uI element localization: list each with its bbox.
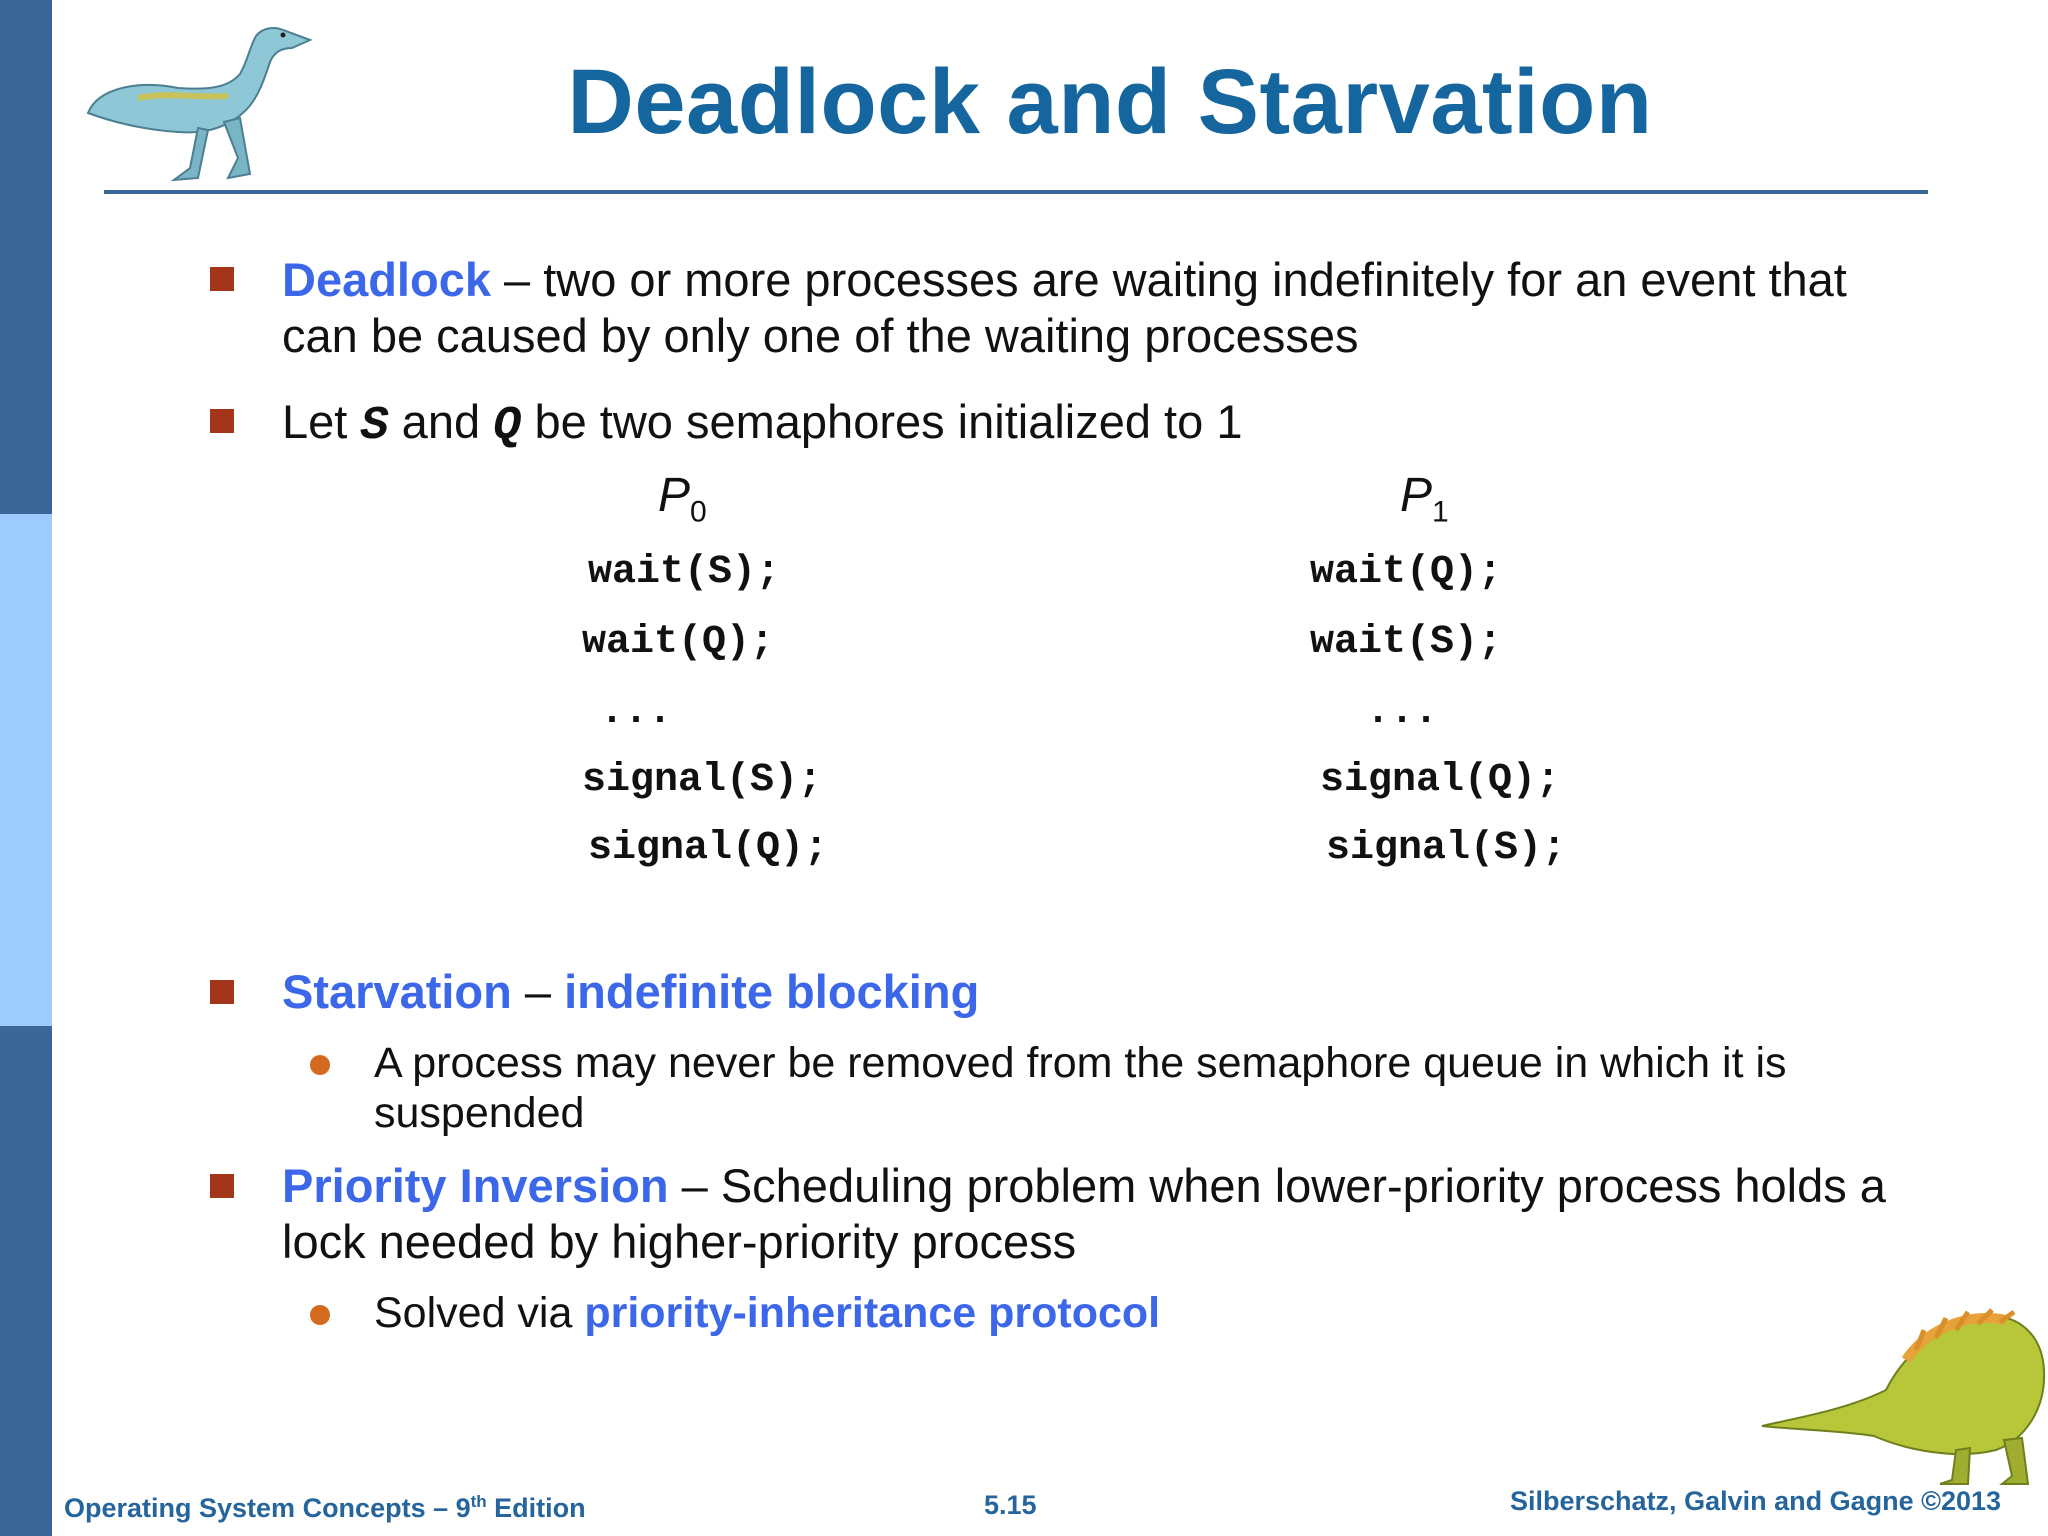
term-indefinite-blocking: indefinite blocking <box>564 965 980 1018</box>
sub-bullet-starvation <box>310 1040 1910 1140</box>
process-p1-label: $P_1$ <box>1400 469 1449 529</box>
title-divider <box>104 190 1928 194</box>
semaphores-suffix: be two semaphores initialized to 1 <box>521 395 1243 448</box>
term-deadlock: Deadlock <box>282 253 491 306</box>
bullet-deadlock-text <box>282 252 1910 364</box>
priority-sub-prefix: Solved via <box>374 1289 585 1337</box>
term-priority-inversion: Priority Inversion <box>282 1159 669 1212</box>
bullet-starvation-text <box>282 964 1910 1020</box>
semaphores-prefix: Let <box>282 395 361 448</box>
square-bullet-icon <box>210 267 234 291</box>
round-bullet-icon <box>310 1305 330 1325</box>
p1-line-3: ... <box>1366 690 1439 735</box>
p0-line-3: ... <box>600 690 673 735</box>
p0-line-5: signal(Q); <box>588 826 829 871</box>
p1-line-2: wait(S); <box>1310 620 1503 665</box>
p1-line-5: signal(S); <box>1326 826 1567 871</box>
bullet-semaphores-text <box>282 394 1910 455</box>
footer-slide-number: 5.15 <box>984 1490 1037 1520</box>
round-bullet-icon <box>310 1055 330 1075</box>
bullet-starvation <box>210 965 1910 1028</box>
starvation-dash: – <box>511 965 565 1018</box>
p1-line-4: signal(Q); <box>1320 758 1561 803</box>
sidebar-segment-middle <box>0 514 52 1026</box>
deadlock-definition: – two or more processes are waiting indefinitely for an event that can be caused by only one of the waiting processes <box>282 253 1847 362</box>
priority-detail <box>374 1288 1910 1338</box>
bullet-semaphores <box>210 395 1910 460</box>
term-priority-inheritance: priority-inheritance protocol <box>584 1289 1161 1337</box>
sidebar-segment-bottom <box>0 1026 52 1536</box>
square-bullet-icon <box>210 980 234 1004</box>
slide-title: Deadlock and Starvation <box>567 51 1653 153</box>
footer-book-title: Operating System Concepts – 9th Edition <box>64 1492 586 1523</box>
p0-line-2: wait(Q); <box>582 620 775 665</box>
sidebar-segment-top <box>0 0 52 514</box>
bullet-priority-text <box>282 1158 1910 1270</box>
square-bullet-icon <box>210 409 234 433</box>
p0-line-4: signal(S); <box>582 758 823 803</box>
symbol-s: S <box>360 400 389 453</box>
starvation-detail: A process may never be removed from the semaphore queue in which it is suspended <box>374 1039 1787 1137</box>
p0-line-1: wait(S); <box>588 550 781 595</box>
p1-line-1: wait(Q); <box>1310 550 1503 595</box>
symbol-q: Q <box>493 400 522 453</box>
dinosaur-bottom-icon <box>1756 1290 2048 1488</box>
bullet-priority-inversion <box>210 1159 1910 1282</box>
priority-inversion-definition: – Scheduling problem when lower-priority process holds a lock needed by higher-priority process <box>282 1159 1886 1268</box>
semaphores-and: and <box>388 395 494 448</box>
term-starvation: Starvation <box>282 965 512 1018</box>
bullet-deadlock <box>210 253 1910 378</box>
process-p0-label: $P_0$ <box>658 469 707 529</box>
footer-copyright: Silberschatz, Galvin and Gagne ©2013 <box>1510 1486 2002 1516</box>
sub-bullet-priority <box>310 1290 1910 1350</box>
square-bullet-icon <box>210 1174 234 1198</box>
